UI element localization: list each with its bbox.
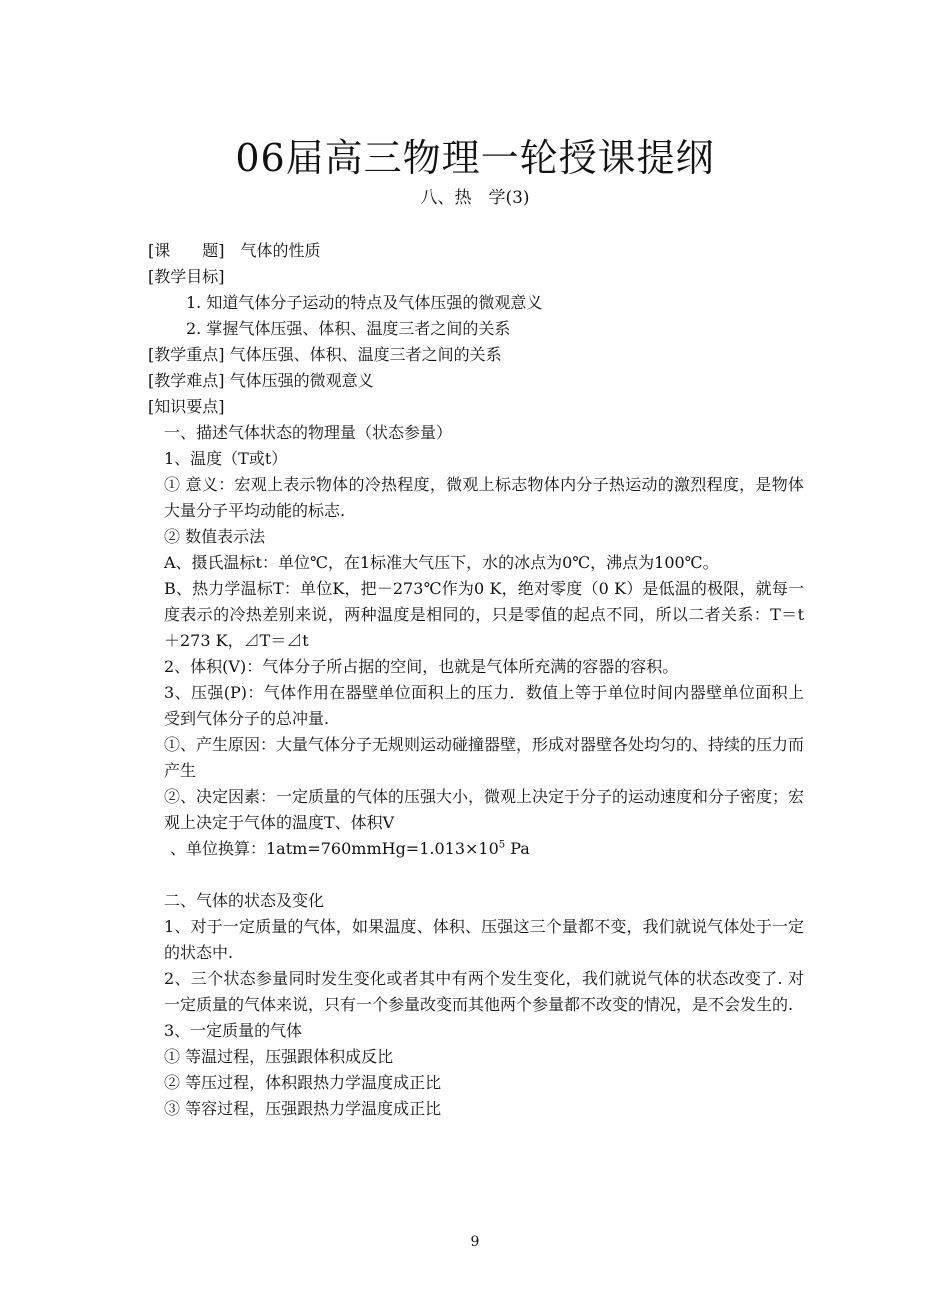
difficulty-line: [教学难点] 气体压强的微观意义: [148, 371, 374, 390]
paragraph: ②、决定因素：一定质量的气体的压强大小，微观上决定于分子的运动速度和分子密度；宏观上决定于气体的温度T、体积V: [164, 787, 805, 832]
paragraph: 1、对于一定质量的气体，如果温度、体积、压强这三个量都不变，我们就说气体处于一定的状态中.: [164, 917, 804, 962]
objectives-heading: [教学目标]: [148, 267, 225, 286]
paragraph: ① 意义：宏观上表示物体的冷热程度，微观上标志物体内分子热运动的激烈程度，是物体大量分子平均动能的标志.: [164, 475, 804, 520]
paragraph: 2、三个状态参量同时发生变化或者其中有两个发生变化，我们就说气体的状态改变了. 对一定质量的气体来说，只有一个参量改变而其他两个参量都不改变的情况，是不会发生的.: [164, 969, 804, 1014]
section-heading: 二、气体的状态及变化: [164, 891, 325, 910]
list-item: ① 等温过程，压强跟体积成反比: [164, 1047, 394, 1066]
subsection-heading: 3、一定质量的气体: [164, 1021, 303, 1040]
page-number: 9: [470, 1234, 480, 1250]
blank-line: [148, 862, 804, 888]
knowledge-heading: [知识要点]: [148, 397, 225, 416]
section-heading: 一、描述气体状态的物理量（状态参量）: [164, 423, 453, 442]
paragraph: ② 数值表示法: [164, 527, 266, 546]
subsection-heading: 1、温度（T或t）: [164, 449, 288, 468]
objective-item: 1. 知道气体分子运动的特点及气体压强的微观意义: [186, 293, 543, 312]
objective-item: 2. 掌握气体压强、体积、温度三者之间的关系: [186, 319, 511, 338]
paragraph: B、热力学温标T：单位K，把－273℃作为0 K，绝对零度（0 K）是低温的极限，就每一度表示的冷热差别来说，两种温度是相同的，只是零值的起点不同，所以二者关系：T＝t＋273 K，⊿T＝⊿t: [164, 579, 804, 650]
paragraph: ①、产生原因：大量气体分子无规则运动碰撞器壁，形成对器壁各处均匀的、持续的压力而产生: [164, 735, 805, 780]
paragraph: 3、压强(P)：气体作用在器壁单位面积上的压力．数值上等于单位时间内器壁单位面积上受到气体分子的总冲量.: [164, 683, 804, 728]
key-point-line: [教学重点] 气体压强、体积、温度三者之间的关系: [148, 345, 502, 364]
unit-conversion-text: 、单位换算：1atm=760mmHg=1.013×10: [170, 839, 499, 858]
paragraph: A、摄氏温标t：单位℃，在1标准大气压下，水的冰点为0℃，沸点为100℃。: [164, 553, 719, 572]
unit-suffix: Pa: [505, 839, 530, 858]
section-subtitle: 八、热 学(3): [420, 188, 530, 208]
document-body: [148, 238, 804, 1122]
document-title: 06届高三物理一轮授课提纲: [235, 136, 715, 180]
exponent: 5: [498, 839, 506, 851]
unit-conversion-line: [148, 836, 804, 862]
topic-line: [课 题] 气体的性质: [148, 241, 321, 260]
list-item: ③ 等容过程，压强跟热力学温度成正比: [164, 1099, 442, 1118]
subsection-heading: 2、体积(V)：气体分子所占据的空间，也就是气体所充满的容器的容积。: [164, 657, 679, 676]
list-item: ② 等压过程，体积跟热力学温度成正比: [164, 1073, 442, 1092]
